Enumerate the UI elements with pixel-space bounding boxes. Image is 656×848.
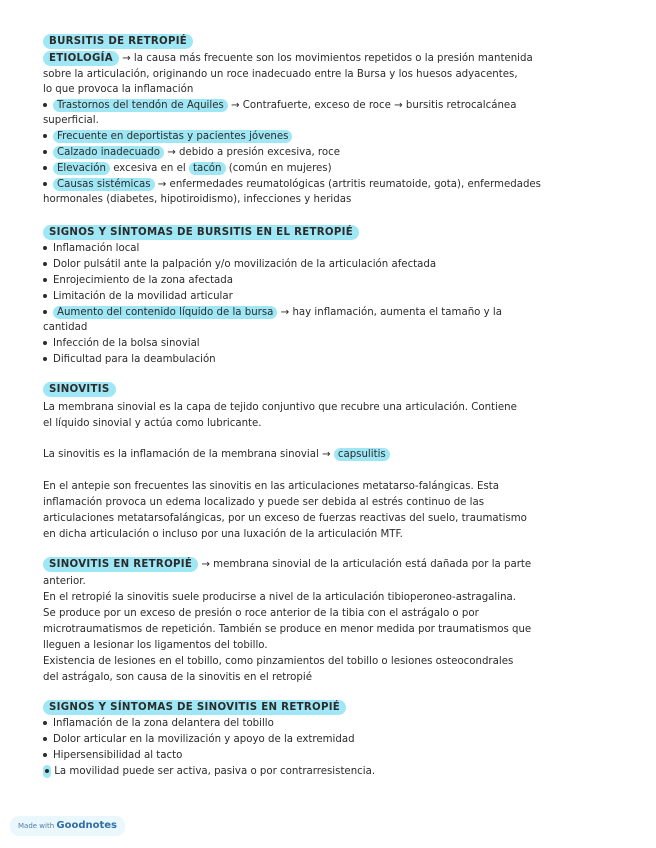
text-line: cantidad: [43, 322, 88, 333]
section-title: BURSITIS DE RETROPIÉ: [43, 34, 193, 49]
text-line: sobre la articulación, originando un roce inadecuado entre la Bursa y los huesos adyacentes,: [43, 69, 518, 80]
bullet-item: Infección de la bolsa sinovial: [43, 336, 200, 351]
bullet-item: Dolor pulsátil ante la palpación y/o movilización de la articulación afectada: [43, 257, 436, 272]
text-line: hormonales (diabetes, hipotiroidismo), infecciones y heridas: [43, 194, 352, 205]
bullet-item: Dolor articular en la movilización y apoyo de la extremidad: [43, 732, 355, 747]
etiology-line: ETIOLOGÍA → la causa más frecuente son los movimientos repetidos o la presión mantenida: [43, 51, 533, 66]
text-line: Existencia de lesiones en el tobillo, como pinzamientos del tobillo o lesiones osteocondrales: [43, 656, 514, 667]
bullet-item: Causas sistémicas → enfermedades reumatológicas (artritis reumatoide, gota), enfermedades: [43, 177, 541, 192]
bullet-icon: [43, 262, 47, 266]
bullet-item: Hipersensibilidad al tacto: [43, 748, 182, 763]
text-line: superficial.: [43, 115, 99, 126]
bullet-icon: [43, 150, 47, 154]
bullet-item: Trastornos del tendón de Aquiles → Contrafuerte, exceso de roce → bursitis retrocalcánea: [43, 98, 516, 113]
bullet-item: Limitación de la movilidad articular: [43, 289, 233, 304]
bullet-icon: [43, 278, 47, 282]
bullet-icon: [43, 166, 47, 170]
bullet-item: La movilidad puede ser activa, pasiva o por contrarresistencia.: [43, 764, 375, 779]
bullet-item: Inflamación de la zona delantera del tobillo: [43, 716, 274, 731]
bullet-icon: [43, 134, 47, 138]
goodnotes-badge[interactable]: Made with Goodnotes: [10, 816, 125, 836]
text-line: en dicha articulación o incluso por una luxación de la articulación MTF.: [43, 529, 403, 540]
bullet-icon: [43, 721, 47, 725]
section-title: SIGNOS Y SÍNTOMAS DE SINOVITIS EN RETROPIÉ: [43, 700, 346, 715]
text-line: microtraumatismos de repetición. También se produce en menor medida por traumatismos que: [43, 624, 532, 635]
section-title: SIGNOS Y SÍNTOMAS DE BURSITIS EN EL RETROPIÉ: [43, 225, 359, 240]
text-line: La membrana sinovial es la capa de tejido conjuntivo que recubre una articulación. Contiene: [43, 402, 517, 413]
bullet-item: Elevación excesiva en el tacón (común en mujeres): [43, 161, 332, 176]
bullet-icon: [43, 357, 47, 361]
text-line: Se produce por un exceso de presión o roce anterior de la tibia con el astrágalo o por: [43, 608, 479, 619]
text-line: lo que provoca la inflamación: [43, 84, 194, 95]
bullet-icon: [45, 769, 49, 773]
text-line: del astrágalo, son causa de la sinovitis en el retropié: [43, 672, 312, 683]
text-line: En el retropié la sinovitis suele producirse a nivel de la articulación tibioperoneo-astragalina.: [43, 592, 517, 603]
bullet-item: Enrojecimiento de la zona afectada: [43, 273, 233, 288]
text-line: anterior.: [43, 576, 86, 587]
bullet-icon: [43, 341, 47, 345]
text-line: articulaciones metatarsofalángicas, por un exceso de fuerzas reactivas del suelo, traumatismo: [43, 513, 527, 524]
bullet-icon: [43, 737, 47, 741]
bullet-item: Dificultad para la deambulación: [43, 352, 216, 367]
bullet-icon: [43, 246, 47, 250]
bullet-icon: [43, 103, 47, 107]
bullet-icon: [43, 753, 47, 757]
bullet-icon: [43, 294, 47, 298]
bullet-item: Frecuente en deportistas y pacientes jóvenes: [43, 129, 292, 144]
text-line: el líquido sinovial y actúa como lubricante.: [43, 418, 262, 429]
section-title-line: SINOVITIS EN RETROPIÉ → membrana sinovial de la articulación está dañada por la parte: [43, 557, 531, 572]
text-line: En el antepie son frecuentes las sinovitis en las articulaciones metatarso-falángicas. Esta: [43, 481, 499, 492]
text-line: lleguen a lesionar los ligamentos del tobillo.: [43, 640, 268, 651]
section-title: SINOVITIS: [43, 382, 116, 397]
bullet-icon: [43, 182, 47, 186]
bullet-icon: [43, 310, 47, 314]
bullet-item: Inflamación local: [43, 241, 139, 256]
text-line: La sinovitis es la inflamación de la membrana sinovial → capsulitis: [43, 447, 390, 462]
bullet-item: Aumento del contenido líquido de la bursa → hay inflamación, aumenta el tamaño y la: [43, 305, 502, 320]
bullet-item: Calzado inadecuado → debido a presión excesiva, roce: [43, 145, 340, 160]
text-line: inflamación provoca un edema localizado y puede ser debida al estrés continuo de las: [43, 497, 485, 508]
